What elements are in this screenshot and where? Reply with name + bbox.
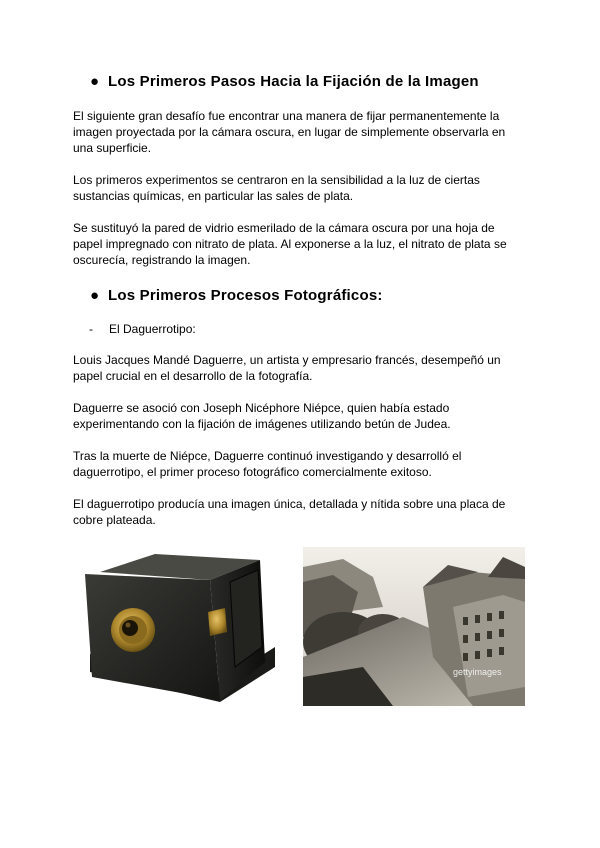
paragraph: Tras la muerte de Niépce, Daguerre continuó investigando y desarrolló el daguerrotipo, el primer proceso fotográfico comercialmente exitoso. [73,449,462,479]
dash-icon: - [89,322,93,336]
heading-text: Los Primeros Procesos Fotográficos: [108,287,383,304]
boulevard-du-temple-photo [303,547,525,706]
heading-text: Los Primeros Pasos Hacia la Fijación de la Imagen [108,73,479,90]
paragraph: Daguerre se asoció con Joseph Nicéphore Niépce, quien había estado experimentando con la fijación de imágenes utilizando betún de Judea. [73,401,451,431]
daguerreotype-camera-icon [80,552,275,707]
bullet-icon: ● [90,287,100,304]
bullet-icon: ● [90,73,100,90]
subitem-daguerrotipo [89,322,196,336]
paragraph: Los primeros experimentos se centraron en la sensibilidad a la luz de ciertas sustancias químicas, en particular las sales de plata. [73,173,480,203]
section-heading-processes [90,287,383,304]
section-heading-fixation [90,73,479,90]
paragraph: Se sustituyó la pared de vidrio esmerilado de la cámara oscura por una hoja de papel impregnado con nitrato de plata. Al exponerse a la luz, el nitrato de plata se oscurecía, registrando la imagen. [73,221,507,267]
subitem-text: El Daguerrotipo: [109,322,196,336]
daguerreotype-camera-image [80,552,275,707]
paragraph: El siguiente gran desafío fue encontrar una manera de fijar permanentemente la imagen proyectada por la cámara oscura, en lugar de simplemente observarla en una superficie. [73,109,506,155]
boulevard-du-temple-photo-icon [303,547,525,706]
paragraph: El daguerrotipo producía una imagen única, detallada y nítida sobre una placa de cobre plateada. [73,497,506,527]
paragraph: Louis Jacques Mandé Daguerre, un artista y empresario francés, desempeñó un papel crucial en el desarrollo de la fotografía. [73,353,501,383]
watermark-text: gettyimages [453,667,502,677]
